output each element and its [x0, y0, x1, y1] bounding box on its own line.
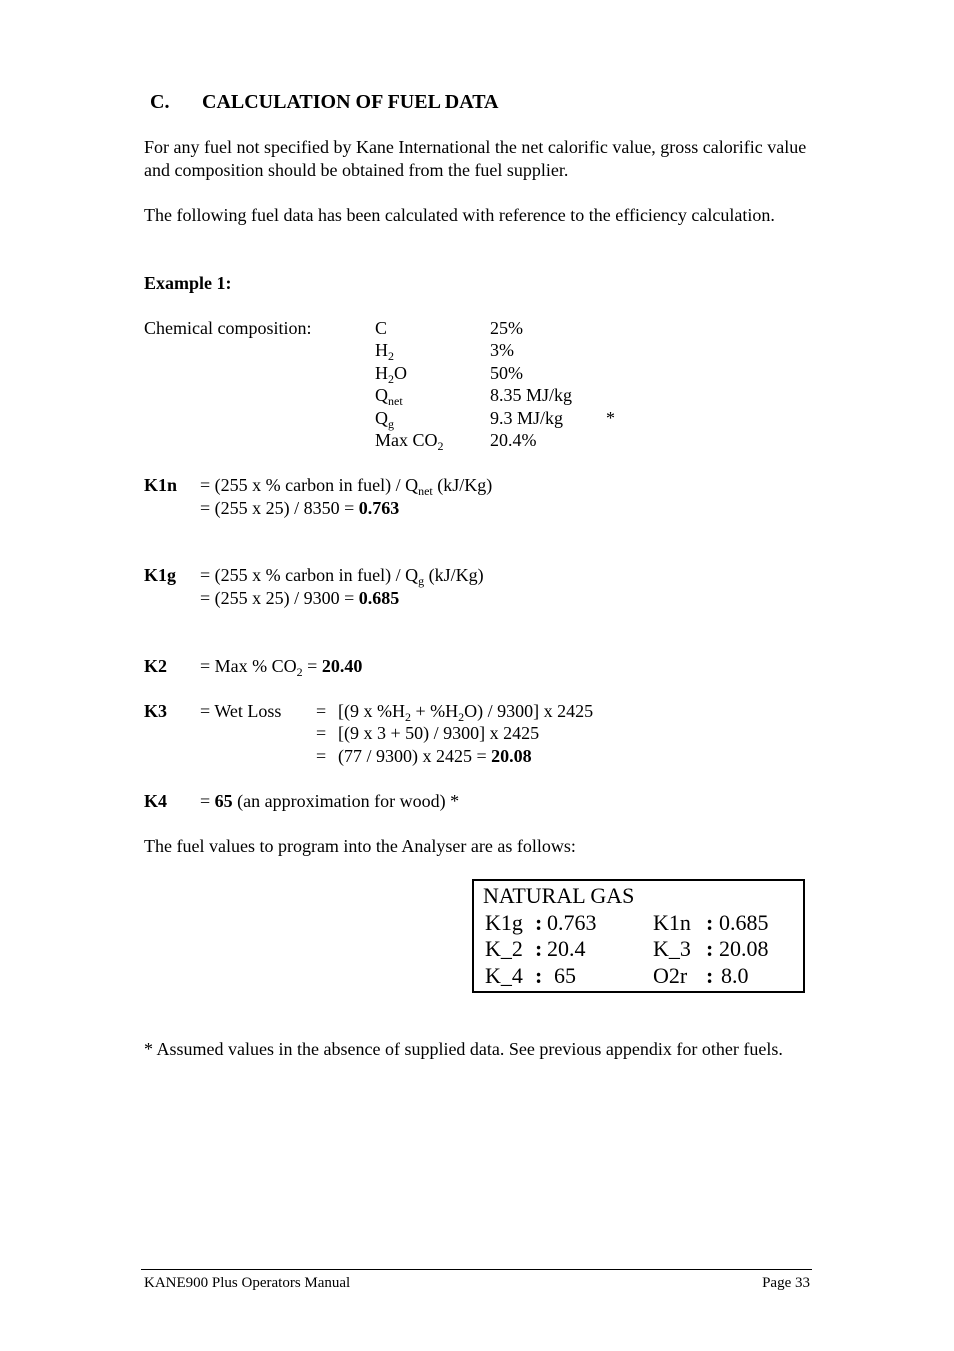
k4-value: 65 [214, 791, 233, 811]
composition-symbol: $Q_g$ [375, 408, 394, 431]
composition-value: 50% [490, 363, 523, 383]
display-value: 20.4 [547, 936, 586, 961]
k1g-result: 0.685 [358, 588, 400, 608]
page-number: Page 33 [762, 1275, 810, 1291]
k2-label: K2 [144, 656, 168, 676]
composition-value: 20.4% [490, 430, 537, 450]
k1g-formula: = (255 x % carbon in fuel) / $Q_g$ (kJ/Kg) [200, 565, 484, 588]
program-instructions: The fuel values to program into the Analyser are as follows: [144, 836, 576, 856]
display-label: K1g [485, 910, 523, 935]
k2-result: 20.40 [321, 656, 363, 676]
composition-symbol: $Q_{net}$ [375, 385, 403, 408]
composition-symbol: C [375, 318, 388, 338]
k3-substitution: [(9 x 3 + 50) / 9300] x 2425 [338, 723, 540, 743]
k1n-label: K1n [144, 475, 178, 495]
k4-label: K4 [144, 791, 168, 811]
analyser-display [472, 879, 805, 993]
k1n-result: 0.763 [358, 498, 400, 518]
composition-value: 3% [490, 340, 514, 360]
k3-equals: = [316, 701, 327, 721]
display-separator: : [706, 910, 714, 935]
k3-description: = Wet Loss [200, 701, 282, 721]
k3-calculation: (77 / 9300) x 2425 = 20.08 [338, 746, 532, 766]
display-separator: : [535, 963, 543, 988]
display-label: K_3 [653, 936, 691, 961]
display-separator: : [535, 936, 543, 961]
k1n-formula: = (255 x % carbon in fuel) / $Q_{net}$ (kJ/Kg) [200, 475, 493, 498]
footer-rule [141, 1269, 812, 1270]
section-title: CALCULATION OF FUEL DATA [202, 91, 499, 113]
footnote: * Assumed values in the absence of supplied data. See previous appendix for other fuels. [144, 1039, 783, 1059]
section-heading [150, 90, 499, 114]
footer-title: KANE900 Plus Operators Manual [144, 1275, 351, 1291]
composition-label: Chemical composition: [144, 318, 312, 338]
composition-value: 25% [490, 318, 523, 338]
display-value: 8.0 [721, 963, 749, 988]
composition-value: 8.35 MJ/kg [490, 385, 573, 405]
k3-equals: = [316, 723, 327, 743]
display-separator: : [706, 963, 714, 988]
k2-formula: = Max % $CO_2 = 20.40$ [200, 656, 363, 679]
display-separator: : [706, 936, 714, 961]
k1g-label: K1g [144, 565, 177, 585]
composition-symbol: $H_2O$ [375, 363, 407, 386]
k1n-calculation: = (255 x 25) / 8350 = 0.763 [200, 498, 400, 518]
display-value: 0.763 [547, 910, 597, 935]
composition-value: 9.3 MJ/kg [490, 408, 564, 428]
display-value: 20.08 [719, 936, 769, 961]
display-label: O2r [653, 963, 688, 988]
assumed-asterisk: * [606, 408, 615, 428]
k1g-calculation: = (255 x 25) / 9300 = 0.685 [200, 588, 400, 608]
display-label: K1n [653, 910, 691, 935]
composition-symbol: $H_2$ [375, 340, 394, 363]
k3-result: 20.08 [491, 746, 532, 766]
k3-formula: [(9 x $\%H_2 + \%H_2O) / 9300$] x 2425 [338, 701, 594, 724]
intro-paragraph-1: For any fuel not specified by Kane International the net calorific value, gross calorific value and composition should be obtained from the fuel supplier. [144, 137, 807, 180]
display-separator: : [535, 910, 543, 935]
display-label: K_4 [485, 963, 523, 988]
intro-paragraph-2: The following fuel data has been calculated with reference to the efficiency calculation. [144, 205, 775, 225]
k3-label: K3 [144, 701, 168, 721]
k3-equals: = [316, 746, 327, 766]
display-title: NATURAL GAS [483, 883, 635, 908]
display-value: 65 [554, 963, 576, 988]
composition-symbol: Max $CO_2$ [375, 430, 444, 453]
display-label: K_2 [485, 936, 523, 961]
k4-formula: = 65 (an approximation for wood) * [200, 791, 460, 811]
display-value: 0.685 [719, 910, 769, 935]
section-number: C. [150, 91, 170, 113]
example-title: Example 1: [144, 273, 232, 293]
